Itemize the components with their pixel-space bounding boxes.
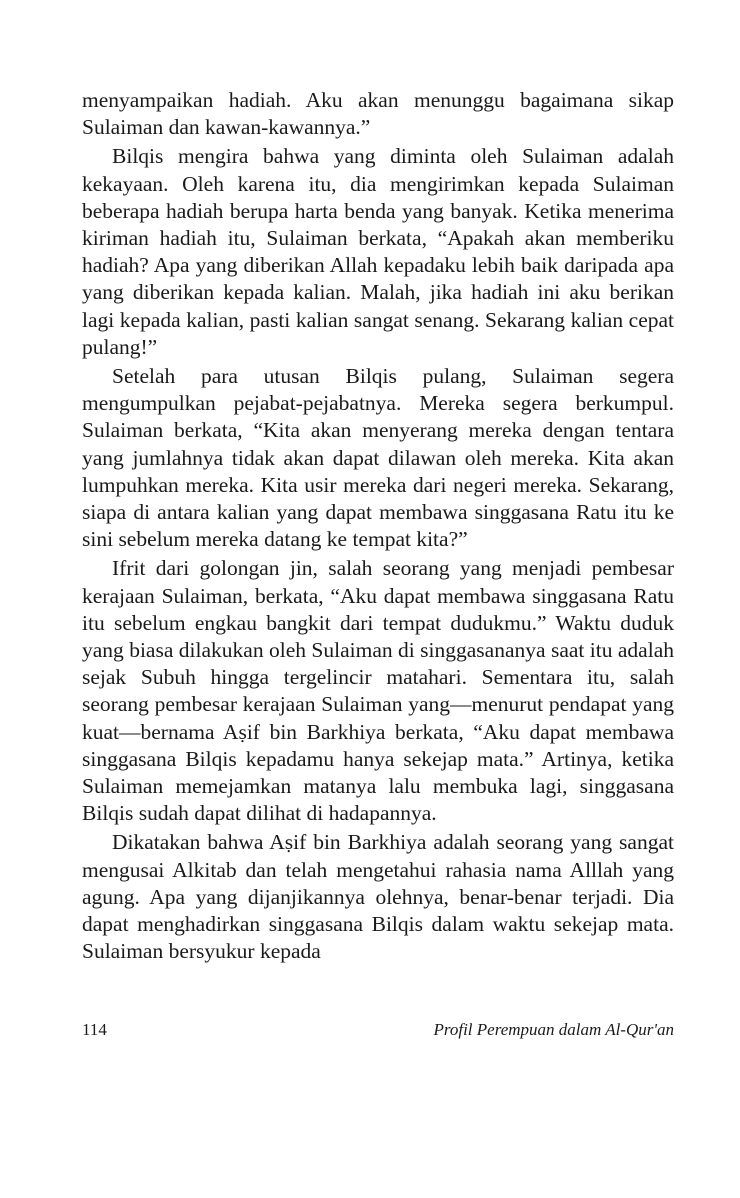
- paragraph-4: Ifrit dari golongan jin, salah seorang yang menjadi pembesar kerajaan Sulaiman, berkata, “Aku dapat membawa singgasana Ratu itu sebelum engkau bangkit dari tempat dudukmu.” Waktu duduk yang biasa dilakukan oleh Sulaiman di singgasananya saat itu adalah sejak Subuh hingga tergelincir matahari. Sementara itu, salah seorang pembesar kerajaan Sulaiman yang—menurut pendapat yang kuat—bernama Aṣif bin Barkhiya berkata, “Aku dapat membawa singgasana Bilqis kepadamu hanya sekejap mata.” Artinya, ketika Sulaiman memejamkan matanya lalu membuka lagi, singgasana Bilqis sudah dapat dilihat di hadapannya.: [82, 556, 674, 826]
- paragraph-3: Setelah para utusan Bilqis pulang, Sulaiman segera mengumpulkan pejabat-pejabatnya. Mereka segera berkumpul. Sulaiman berkata, “Kita akan menyerang mereka dengan tentara yang jumlahnya tidak akan dapat dilawan oleh mereka. Kita akan lumpuhkan mereka. Kita usir mereka dari negeri mereka. Sekarang, siapa di antara kalian yang dapat membawa singgasana Ratu itu ke sini sebelum mereka datang ke tempat kita?”: [82, 364, 674, 552]
- page-number: 114: [82, 1020, 107, 1039]
- paragraph-2: Bilqis mengira bahwa yang diminta oleh Sulaiman adalah kekayaan. Oleh karena itu, dia mengirimkan kepada Sulaiman beberapa hadiah berupa harta benda yang banyak. Ketika menerima kiriman hadiah itu, Sulaiman berkata, “Apakah akan memberiku hadiah? Apa yang diberikan Allah kepadaku lebih baik daripada apa yang diberikan kepada kalian. Malah, jika hadiah ini aku berikan lagi kepada kalian, pasti kalian sangat senang. Sekarang kalian cepat pulang!”: [82, 144, 674, 359]
- body-text: [82, 87, 674, 968]
- paragraph-1: menyampaikan hadiah. Aku akan menunggu bagaimana sikap Sulaiman dan kawan-kawannya.”: [82, 88, 674, 140]
- paragraph-5: Dikatakan bahwa Aṣif bin Barkhiya adalah seorang yang sangat mengusai Alkitab dan telah mengetahui rahasia nama Alllah yang agung. Apa yang dijanjikannya olehnya, benar-benar terjadi. Dia dapat menghadirkan singgasana Bilqis dalam waktu sekejap mata. Sulaiman bersyukur kepada: [82, 830, 674, 964]
- running-title: Profil Perempuan dalam Al-Qur'an: [433, 1020, 674, 1039]
